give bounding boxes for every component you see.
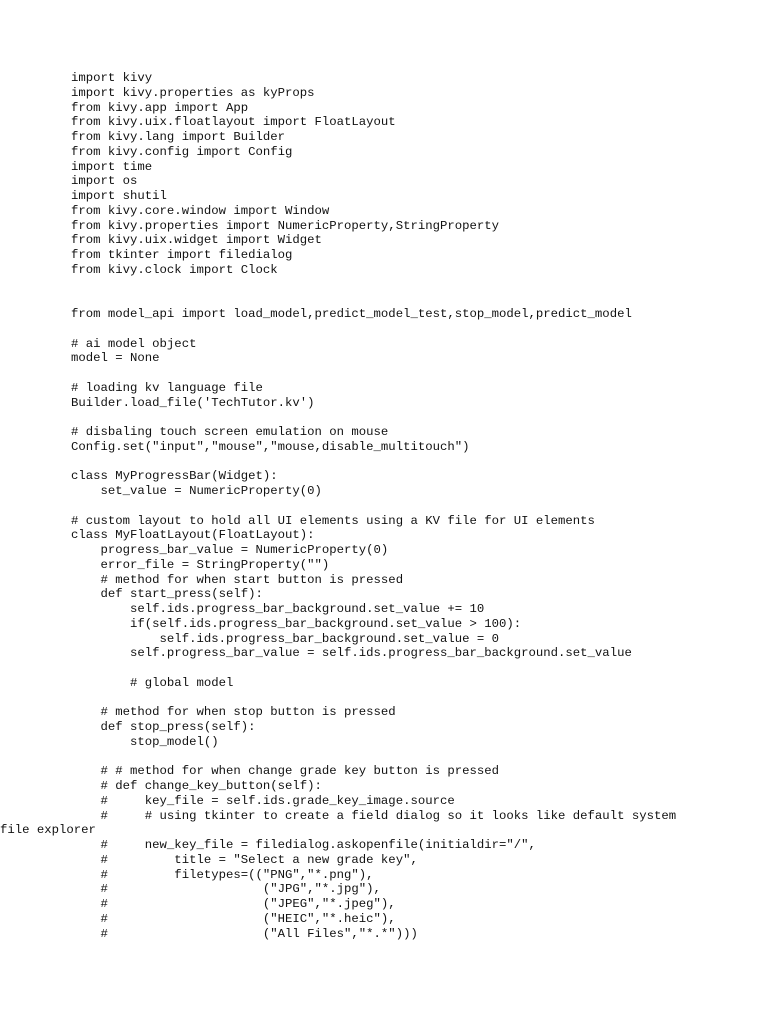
code-line [71, 292, 761, 307]
code-line [71, 691, 761, 706]
code-line: class MyFloatLayout(FloatLayout): [71, 528, 315, 543]
code-line: # ai model object [71, 336, 197, 351]
code-line [71, 750, 761, 765]
code-line: Config.set("input","mouse","mouse,disable_multitouch") [71, 439, 470, 454]
code-line: # ("All Files","*.*"))) [71, 926, 418, 941]
code-line: progress_bar_value = NumericProperty(0) [71, 543, 389, 557]
code-line: from kivy.config import Config [71, 144, 293, 159]
code-line: # filetypes=(("PNG","*.png"), [71, 867, 374, 882]
code-listing [0, 71, 761, 941]
code-line: error_file = StringProperty("") [71, 557, 330, 572]
code-line: # # using tkinter to create a field dialog so it looks like default system [71, 808, 677, 823]
code-line: from kivy.properties import NumericProperty,StringProperty [71, 218, 500, 233]
code-line: from kivy.lang import Builder [71, 130, 286, 144]
code-line: # ("JPG","*.jpg"), [71, 882, 381, 897]
code-line: # new_key_file = filedialog.askopenfile(initialdir="/", [71, 838, 536, 852]
code-line: model = None [71, 351, 160, 366]
code-line: from kivy.app import App [71, 100, 249, 115]
code-line: if(self.ids.progress_bar_background.set_value > 100): [71, 616, 522, 631]
code-line: # loading kv language file [71, 380, 263, 395]
code-line: Builder.load_file('TechTutor.kv') [71, 395, 315, 410]
code-line: from kivy.uix.widget import Widget [71, 233, 322, 248]
code-line: # method for when stop button is pressed [71, 705, 396, 720]
code-line: import shutil [71, 189, 167, 203]
code-line [71, 366, 761, 381]
code-line: import kivy [71, 71, 153, 85]
code-line: import kivy.properties as kyProps [71, 85, 315, 100]
code-line: def start_press(self): [71, 587, 263, 602]
code-line: # title = "Select a new grade key", [71, 852, 418, 867]
code-line: from model_api import load_model,predict_model_test,stop_model,predict_model [71, 307, 632, 321]
code-line: from tkinter import filedialog [71, 248, 293, 262]
code-line [71, 410, 761, 425]
code-line [71, 278, 761, 293]
code-line: class MyProgressBar(Widget): [71, 469, 278, 484]
code-line: self.progress_bar_value = self.ids.progress_bar_background.set_value [71, 646, 632, 661]
code-line: from kivy.uix.floatlayout import FloatLayout [71, 115, 396, 130]
code-line [71, 455, 761, 470]
code-line: def stop_press(self): [71, 720, 256, 734]
code-line: # global model [71, 675, 234, 690]
code-line: # ("JPEG","*.jpeg"), [71, 897, 396, 911]
code-line: # key_file = self.ids.grade_key_image.source [71, 793, 455, 808]
code-line: import time [71, 159, 153, 174]
code-line: # # method for when change grade key button is pressed [71, 764, 500, 779]
code-line: import os [71, 174, 138, 189]
code-line [71, 499, 761, 514]
code-line [71, 661, 761, 676]
code-line: stop_model() [71, 734, 219, 749]
code-line: set_value = NumericProperty(0) [71, 484, 322, 498]
code-line: from kivy.core.window import Window [71, 203, 330, 218]
code-line: # disbaling touch screen emulation on mouse [71, 425, 389, 439]
code-line: self.ids.progress_bar_background.set_value = 0 [71, 631, 500, 646]
code-line: # ("HEIC","*.heic"), [71, 911, 396, 926]
code-line [71, 322, 761, 337]
code-line: self.ids.progress_bar_background.set_value += 10 [71, 602, 485, 616]
code-line: # def change_key_button(self): [71, 779, 322, 793]
code-line: # custom layout to hold all UI elements using a KV file for UI elements [71, 513, 595, 528]
code-line: # method for when start button is pressed [71, 572, 404, 587]
code-line: from kivy.clock import Clock [71, 262, 278, 277]
code-line: file explorer [0, 823, 96, 838]
